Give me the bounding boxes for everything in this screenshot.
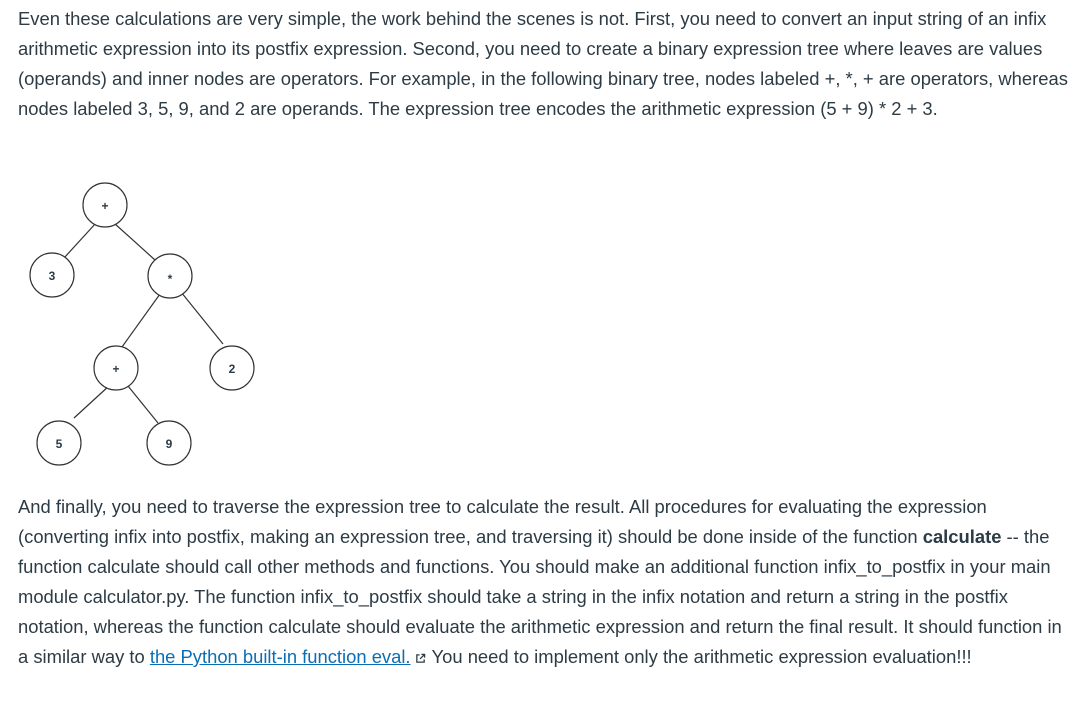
tree-edge (181, 292, 223, 344)
tree-edge (122, 294, 160, 347)
tree-node-label: + (101, 199, 109, 213)
tree-edge (128, 386, 158, 423)
tree-node-label: 2 (228, 362, 236, 376)
function-name-calculate: calculate (922, 526, 1002, 547)
tree-node-label: + (112, 362, 120, 376)
tree-node-label: 5 (55, 437, 63, 451)
paragraph-text: -- the function calculate should call other methods and functions. You should make an additional function infix_to_postfix in your main module calculator.py. The function infix_to_postfix should take a string in the infix notation and return a string in the postfix notation, whereas the function calculate should evaluate the arithmetic expression and return the final result. It should function in a similar way to (18, 526, 1062, 667)
instructions-paragraph (18, 492, 1073, 672)
paragraph-text: And finally, you need to traverse the expression tree to calculate the result. All procedures for evaluating the expression (converting infix into postfix, making an expression tree, and traversing it) should be done inside of the function (18, 496, 987, 547)
expression-tree-diagram (0, 160, 300, 480)
external-link-icon[interactable] (415, 653, 426, 664)
python-eval-link[interactable]: the Python built-in function eval. (149, 646, 411, 667)
tree-node-label: 9 (165, 437, 173, 451)
tree-node-label: * (167, 272, 173, 286)
paragraph-text: You need to implement only the arithmetic expression evaluation!!! (431, 646, 972, 667)
tree-edge (114, 223, 155, 260)
tree-node-label: 3 (48, 269, 56, 283)
tree-edge (74, 385, 110, 418)
tree-edge (64, 223, 96, 258)
intro-paragraph: Even these calculations are very simple, the work behind the scenes is not. First, you need to convert an input string of an infix arithmetic expression into its postfix expression. Second, you need to create a binary expression tree where leaves are values (operands) and inner nodes are operators. For example, in the following binary tree, nodes labeled +, *, + are operators, whereas nodes labeled 3, 5, 9, and 2 are operands. The expression tree encodes the arithmetic expression (5 + 9) * 2 + 3. (18, 8, 1068, 119)
